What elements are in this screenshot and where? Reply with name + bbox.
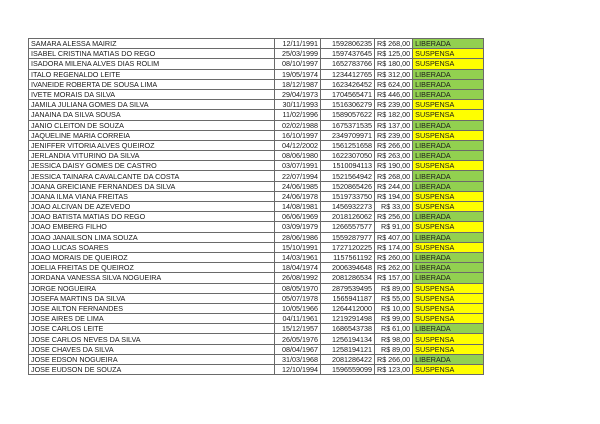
status-cell: SUSPENSA [413,130,484,140]
name-cell: JAQUELINE MARIA CORREIA [29,130,275,140]
number-cell: 1559287977 [321,232,375,242]
birth-date-cell: 26/08/1992 [275,273,321,283]
table-row [29,314,484,324]
table-row [29,283,484,293]
status-cell: LIBERADA [413,232,484,242]
number-cell: 1675371535 [321,120,375,130]
number-cell: 2349709971 [321,130,375,140]
birth-date-cell: 18/12/1987 [275,79,321,89]
birth-date-cell: 05/07/1978 [275,293,321,303]
value-cell: R$ 180,00 [375,59,413,69]
table-row [29,252,484,262]
name-cell: JORGE NOGUEIRA [29,283,275,293]
table-row [29,303,484,313]
table-row [29,181,484,191]
name-cell: JOAO ALCIVAN DE AZEVEDO [29,202,275,212]
value-cell: R$ 174,00 [375,242,413,252]
status-cell: LIBERADA [413,120,484,130]
birth-date-cell: 18/04/1974 [275,263,321,273]
table-row [29,334,484,344]
number-cell: 1592806235 [321,39,375,49]
birth-date-cell: 10/05/1966 [275,303,321,313]
value-cell: R$ 263,00 [375,151,413,161]
name-cell: JOSEFA MARTINS DA SILVA [29,293,275,303]
table-row [29,79,484,89]
status-cell: SUSPENSA [413,161,484,171]
table-row [29,212,484,222]
table-row [29,49,484,59]
birth-date-cell: 03/09/1979 [275,222,321,232]
status-cell: LIBERADA [413,89,484,99]
value-cell: R$ 268,00 [375,39,413,49]
status-cell: LIBERADA [413,263,484,273]
number-cell: 1704565471 [321,89,375,99]
name-cell: SAMARA ALESSA MAIRIZ [29,39,275,49]
value-cell: R$ 312,00 [375,69,413,79]
birth-date-cell: 24/06/1985 [275,181,321,191]
value-cell: R$ 244,00 [375,181,413,191]
value-cell: R$ 91,00 [375,222,413,232]
name-cell: JOANA ILMA VIANA FREITAS [29,191,275,201]
value-cell: R$ 99,00 [375,314,413,324]
status-cell: LIBERADA [413,39,484,49]
number-cell: 2879539495 [321,283,375,293]
value-cell: R$ 256,00 [375,212,413,222]
value-cell: R$ 123,00 [375,365,413,375]
name-cell: JOSE AIRES DE LIMA [29,314,275,324]
value-cell: R$ 260,00 [375,252,413,262]
name-cell: JOAO JANAILSON LIMA SOUZA [29,232,275,242]
name-cell: JOSE CHAVES DA SILVA [29,344,275,354]
value-cell: R$ 125,00 [375,49,413,59]
number-cell: 2006394648 [321,263,375,273]
birth-date-cell: 04/11/1961 [275,314,321,324]
table-row [29,140,484,150]
status-cell: SUSPENSA [413,191,484,201]
name-cell: JERLANDIA VITURINO DA SILVA [29,151,275,161]
status-cell: SUSPENSA [413,365,484,375]
table-row [29,354,484,364]
status-cell: SUSPENSA [413,202,484,212]
name-cell: JOAO EMBERG FILHO [29,222,275,232]
number-cell: 1596559099 [321,365,375,375]
name-cell: JOELIA FREITAS DE QUEIROZ [29,263,275,273]
name-cell: ITALO REGENALDO LEITE [29,69,275,79]
table-row [29,263,484,273]
status-cell: LIBERADA [413,324,484,334]
value-cell: R$ 266,00 [375,354,413,364]
name-cell: IVETE MORAIS DA SILVA [29,89,275,99]
table-row [29,365,484,375]
status-cell: SUSPENSA [413,242,484,252]
number-cell: 1565941187 [321,293,375,303]
birth-date-cell: 22/07/1994 [275,171,321,181]
name-cell: JANIO CLEITON DE SOUZA [29,120,275,130]
status-cell: SUSPENSA [413,344,484,354]
value-cell: R$ 182,00 [375,110,413,120]
name-cell: ISABEL CRISTINA MATIAS DO REGO [29,49,275,59]
number-cell: 1510094113 [321,161,375,171]
value-cell: R$ 89,00 [375,344,413,354]
name-cell: JESSICA DAISY GOMES DE CASTRO [29,161,275,171]
table-row [29,120,484,130]
birth-date-cell: 06/06/1969 [275,212,321,222]
status-cell: SUSPENSA [413,293,484,303]
number-cell: 1589057622 [321,110,375,120]
number-cell: 1623426452 [321,79,375,89]
birth-date-cell: 15/12/1957 [275,324,321,334]
table-row [29,39,484,49]
spreadsheet-table [28,38,484,375]
value-cell: R$ 266,00 [375,140,413,150]
name-cell: JOSE CARLOS LEITE [29,324,275,334]
name-cell: JOSE EDSON NOGUEIRA [29,354,275,364]
table-row [29,293,484,303]
value-cell: R$ 89,00 [375,283,413,293]
status-cell: SUSPENSA [413,59,484,69]
status-cell: LIBERADA [413,181,484,191]
birth-date-cell: 08/10/1997 [275,59,321,69]
value-cell: R$ 268,00 [375,171,413,181]
name-cell: JOSE CARLOS NEVES DA SILVA [29,334,275,344]
status-cell: LIBERADA [413,354,484,364]
table-row [29,344,484,354]
status-cell: LIBERADA [413,151,484,161]
number-cell: 1256194134 [321,334,375,344]
table-row [29,100,484,110]
table-row [29,161,484,171]
value-cell: R$ 33,00 [375,202,413,212]
birth-date-cell: 12/10/1994 [275,365,321,375]
status-cell: SUSPENSA [413,314,484,324]
number-cell: 1686543738 [321,324,375,334]
birth-date-cell: 24/06/1978 [275,191,321,201]
table-row [29,222,484,232]
table-row [29,69,484,79]
table-row [29,202,484,212]
value-cell: R$ 239,00 [375,130,413,140]
value-cell: R$ 194,00 [375,191,413,201]
status-cell: SUSPENSA [413,100,484,110]
number-cell: 1597437645 [321,49,375,59]
value-cell: R$ 624,00 [375,79,413,89]
number-cell: 1519733750 [321,191,375,201]
value-cell: R$ 98,00 [375,334,413,344]
birth-date-cell: 11/02/1996 [275,110,321,120]
value-cell: R$ 239,00 [375,100,413,110]
number-cell: 1266557577 [321,222,375,232]
name-cell: IVANEIDE ROBERTA DE SOUSA LIMA [29,79,275,89]
value-cell: R$ 262,00 [375,263,413,273]
value-cell: R$ 61,00 [375,324,413,334]
number-cell: 1516306279 [321,100,375,110]
birth-date-cell: 08/05/1970 [275,283,321,293]
name-cell: JOSE EUDSON DE SOUZA [29,365,275,375]
status-cell: LIBERADA [413,79,484,89]
birth-date-cell: 08/06/1980 [275,151,321,161]
birth-date-cell: 14/03/1961 [275,252,321,262]
birth-date-cell: 19/05/1974 [275,69,321,79]
status-cell: SUSPENSA [413,49,484,59]
number-cell: 1157561192 [321,252,375,262]
table-row [29,242,484,252]
name-cell: JENIFFER VITORIA ALVES QUEIROZ [29,140,275,150]
number-cell: 1622307050 [321,151,375,161]
status-cell: LIBERADA [413,212,484,222]
name-cell: ISADORA MILENA ALVES DIAS ROLIM [29,59,275,69]
birth-date-cell: 26/05/1976 [275,334,321,344]
status-cell: LIBERADA [413,171,484,181]
name-cell: JOAO LUCAS SOARES [29,242,275,252]
table-row [29,130,484,140]
value-cell: R$ 137,00 [375,120,413,130]
table-row [29,191,484,201]
status-cell: SUSPENSA [413,334,484,344]
name-cell: JOANA GREICIANE FERNANDES DA SILVA [29,181,275,191]
table-row [29,171,484,181]
number-cell: 1456932273 [321,202,375,212]
status-cell: SUSPENSA [413,283,484,293]
status-cell: SUSPENSA [413,222,484,232]
birth-date-cell: 04/12/2002 [275,140,321,150]
table-row [29,324,484,334]
table-row [29,151,484,161]
table-row [29,273,484,283]
status-cell: SUSPENSA [413,303,484,313]
birth-date-cell: 12/11/1991 [275,39,321,49]
name-cell: JOAO BATISTA MATIAS DO REGO [29,212,275,222]
value-cell: R$ 446,00 [375,89,413,99]
table-row [29,110,484,120]
number-cell: 1258194121 [321,344,375,354]
birth-date-cell: 28/06/1986 [275,232,321,242]
name-cell: JOSE AILTON FERNANDES [29,303,275,313]
number-cell: 1234412765 [321,69,375,79]
value-cell: R$ 55,00 [375,293,413,303]
status-cell: SUSPENSA [413,110,484,120]
table-row [29,89,484,99]
number-cell: 1561251658 [321,140,375,150]
birth-date-cell: 14/08/1981 [275,202,321,212]
birth-date-cell: 16/10/1997 [275,130,321,140]
number-cell: 1727120225 [321,242,375,252]
birth-date-cell: 31/03/1968 [275,354,321,364]
value-cell: R$ 157,00 [375,273,413,283]
table-body [29,39,484,375]
birth-date-cell: 15/10/1991 [275,242,321,252]
status-cell: LIBERADA [413,252,484,262]
number-cell: 1264412000 [321,303,375,313]
number-cell: 2081286534 [321,273,375,283]
status-cell: LIBERADA [413,69,484,79]
number-cell: 2081286422 [321,354,375,364]
table-row [29,232,484,242]
value-cell: R$ 190,00 [375,161,413,171]
birth-date-cell: 25/03/1999 [275,49,321,59]
name-cell: JANAINA DA SILVA SOUSA [29,110,275,120]
name-cell: JESSICA TAINARA CAVALCANTE DA COSTA [29,171,275,181]
status-cell: LIBERADA [413,140,484,150]
name-cell: JAMILA JULIANA GOMES DA SILVA [29,100,275,110]
birth-date-cell: 03/07/1991 [275,161,321,171]
value-cell: R$ 407,00 [375,232,413,242]
number-cell: 1520865426 [321,181,375,191]
value-cell: R$ 10,00 [375,303,413,313]
number-cell: 1219291498 [321,314,375,324]
name-cell: JORDANA VANESSA SILVA NOGUEIRA [29,273,275,283]
status-cell: LIBERADA [413,273,484,283]
number-cell: 2018126062 [321,212,375,222]
name-cell: JOAO MORAIS DE QUEIROZ [29,252,275,262]
birth-date-cell: 02/02/1988 [275,120,321,130]
birth-date-cell: 30/11/1993 [275,100,321,110]
number-cell: 1521564942 [321,171,375,181]
birth-date-cell: 29/04/1973 [275,89,321,99]
number-cell: 1652783766 [321,59,375,69]
birth-date-cell: 08/04/1967 [275,344,321,354]
table-row [29,59,484,69]
